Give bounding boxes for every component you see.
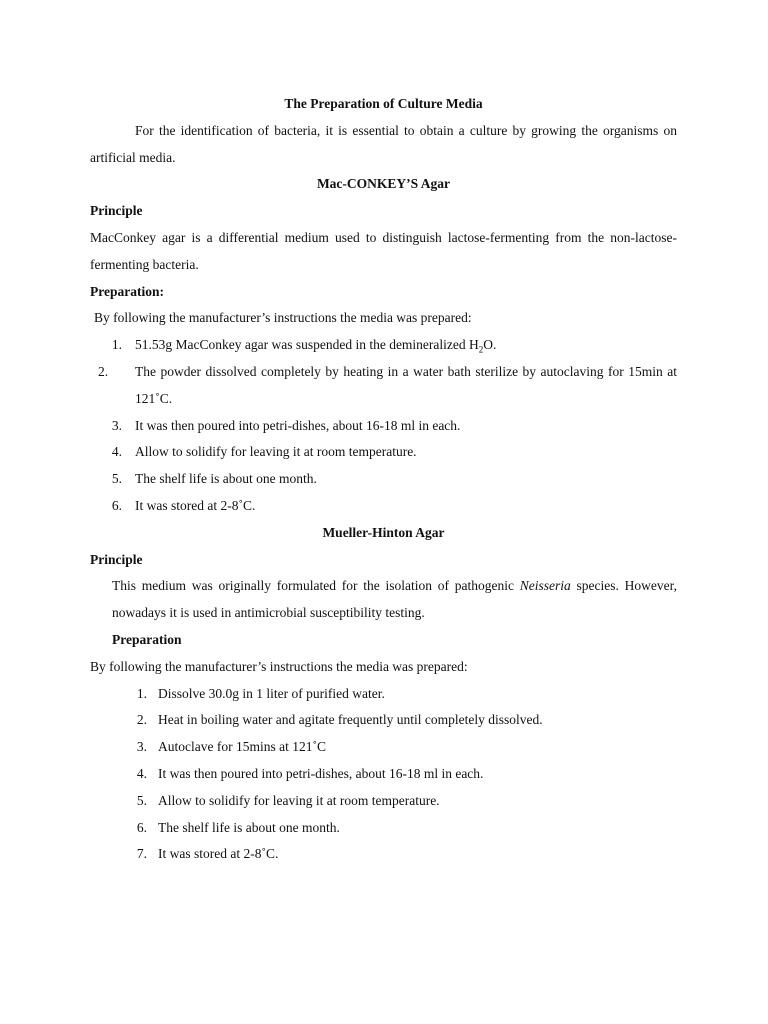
- preparation-heading: Preparation:: [90, 283, 164, 299]
- macconkey-steps-list: [90, 332, 677, 520]
- list-item: [90, 841, 677, 868]
- list-number: 3.: [136, 739, 147, 755]
- list-item: [90, 439, 677, 466]
- step-subscript: 2: [478, 344, 484, 355]
- section-heading-macconkey: Mac-CONKEY’S Agar: [316, 176, 451, 192]
- list-number: 6.: [136, 819, 147, 835]
- principle-heading: Principle: [90, 551, 143, 567]
- list-number: 1.: [111, 337, 122, 353]
- list-number: 5.: [136, 792, 147, 808]
- list-number: 6.: [111, 497, 122, 513]
- list-item: [90, 707, 677, 734]
- list-item: [90, 815, 677, 842]
- principle-line-2: lactose-fermenting bacteria.: [90, 229, 677, 272]
- principle-text-end: species. However, nowadays it is used in antimicrobial susceptibility testing.: [112, 578, 677, 621]
- document-title: The Preparation of Culture Media: [284, 96, 483, 111]
- preparation-intro: By following the manufacturer’s instructions the media was prepared:: [94, 310, 472, 326]
- list-item: [90, 413, 677, 440]
- list-item: [90, 681, 677, 708]
- preparation-heading: Preparation: [112, 631, 182, 647]
- step-text: The shelf life is about one month.: [158, 819, 340, 835]
- list-item: [90, 761, 677, 788]
- list-number: 2.: [98, 363, 109, 379]
- step-text: It was then poured into petri-dishes, about 16-18 ml in each.: [135, 417, 461, 433]
- intro-text-part2: organisms on artificial media.: [90, 122, 677, 165]
- list-number: 7.: [136, 846, 147, 862]
- list-item: [90, 734, 677, 761]
- document-body: [90, 91, 677, 868]
- organism-name: Neisseria: [519, 578, 571, 594]
- step-text: Allow to solidify for leaving it at room temperature.: [135, 444, 417, 460]
- section-heading-mueller-hinton: Mueller-Hinton Agar: [322, 524, 445, 540]
- list-number: 3.: [111, 417, 122, 433]
- step-text: The shelf life is about one month.: [135, 471, 317, 487]
- principle-text: This medium was originally formulated for the isolation of pathogenic: [112, 578, 520, 594]
- list-number: 2.: [136, 712, 147, 728]
- principle-paragraph: [90, 573, 677, 627]
- mueller-hinton-steps-list: [90, 681, 677, 869]
- step-text: Dissolve 30.0g in 1 liter of purified water.: [158, 685, 385, 701]
- step-text-suffix: O.: [483, 337, 497, 353]
- step-text: It was stored at 2-8˚C.: [135, 497, 256, 513]
- step-text: Autoclave for 15mins at 121˚C: [158, 739, 326, 755]
- step-text: Heat in boiling water and agitate frequently until completely dissolved.: [158, 712, 543, 728]
- principle-line-1: MacConkey agar is a differential medium used to distinguish lactose-fermenting from the non-: [90, 229, 636, 245]
- list-number: 5.: [111, 471, 122, 487]
- step-text: Allow to solidify for leaving it at room temperature.: [158, 792, 440, 808]
- intro-paragraph: [90, 118, 677, 172]
- list-item: [90, 359, 677, 413]
- principle-paragraph: [90, 225, 677, 279]
- intro-text-part1: For the identification of bacteria, it is essential to obtain a culture by growing the: [135, 122, 598, 138]
- preparation-intro: By following the manufacturer’s instructions the media was prepared:: [90, 658, 468, 674]
- list-item: [90, 332, 677, 359]
- principle-heading: Principle: [90, 203, 143, 219]
- list-number: 1.: [136, 685, 147, 701]
- step-text: It was stored at 2-8˚C.: [158, 846, 279, 862]
- list-item: [90, 788, 677, 815]
- step-text: The powder dissolved completely by heating in a water bath sterilize by autoclaving for 15min at 121˚C.: [135, 363, 677, 406]
- step-text: 51.53g MacConkey agar was suspended in the demineralized H: [135, 337, 479, 353]
- list-item: [90, 493, 677, 520]
- list-item: [90, 466, 677, 493]
- list-number: 4.: [111, 444, 122, 460]
- list-number: 4.: [136, 765, 147, 781]
- step-text: It was then poured into petri-dishes, about 16-18 ml in each.: [158, 765, 484, 781]
